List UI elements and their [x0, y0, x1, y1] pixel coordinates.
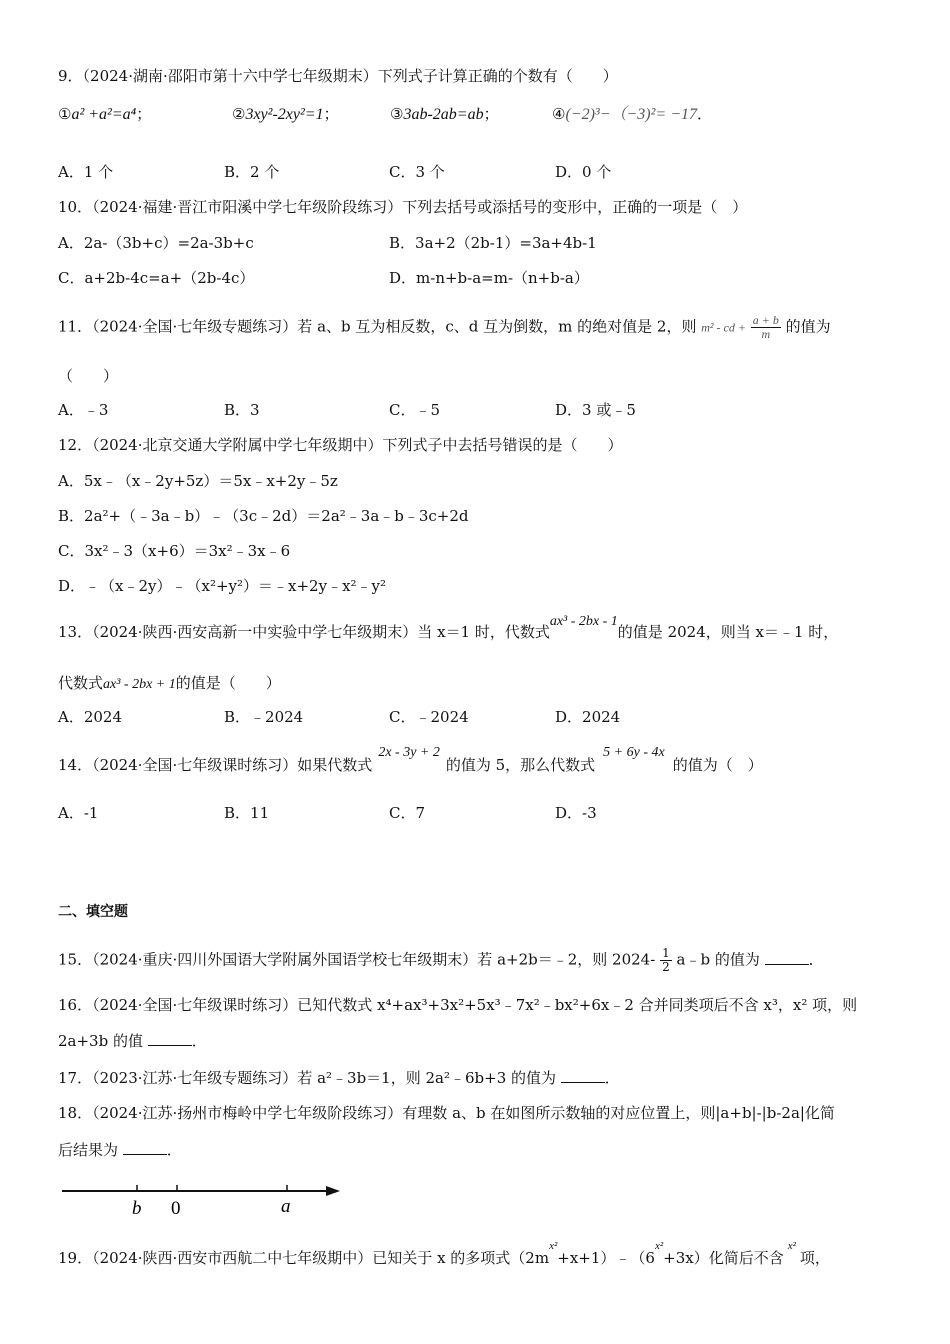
- q13-option-d: D．2024: [555, 708, 621, 726]
- q12-option-b: B．2a²+（﹣3a﹣b）﹣（3c﹣2d）＝2a²﹣3a﹣b﹣3c+2d: [58, 507, 469, 525]
- q11-option-c: C．﹣5: [389, 401, 441, 419]
- label-a: a: [281, 1196, 291, 1216]
- q16-answer-blank[interactable]: [148, 1031, 192, 1046]
- q18-line2: 后结果为 ．: [58, 1141, 182, 1159]
- q10-option-c: C．a+2b-4c=a+（2b-4c）: [58, 269, 255, 287]
- number-line: [60, 1176, 350, 1216]
- q14-option-b: B．11: [224, 804, 270, 822]
- q12-option-a: A．5x﹣（x﹣2y+5z）＝5x﹣x+2y﹣5z: [58, 472, 338, 490]
- q9-option-a: A．1 个: [58, 163, 114, 181]
- q9-stem: 9．（2024·湖南·邵阳市第十六中学七年级期末）下列式子计算正确的个数有（ ）: [58, 67, 618, 85]
- q10-stem: 10．（2024·福建·晋江市阳溪中学七年级阶段练习）下列去括号或添括号的变形中，正确的一项是（ ）: [58, 198, 748, 216]
- number-line-arrow: [326, 1186, 340, 1196]
- q10-option-a: A．2a-（3b+c）=2a-3b+c: [58, 234, 254, 252]
- q17-answer-blank[interactable]: [561, 1068, 605, 1083]
- q9-item-2: ②3xy²-2xy²=1；: [232, 105, 339, 123]
- q14-stem: 14．（2024·全国·七年级课时练习）如果代数式2x - 3y + 2的值为 5，那么代数式5 + 6y - 4x的值为（ ）: [58, 745, 763, 774]
- q11-option-b: B．3: [224, 401, 260, 419]
- q15-stem: 15．（2024·重庆·四川外国语大学附属外国语学校七年级期末）若 a+2b＝﹣2，则 2024- $\frac{1}{2}$ a﹣b 的值为 ．: [58, 946, 824, 974]
- q12-stem: 12．（2024·北京交通大学附属中学七年级期中）下列式子中去括号错误的是（ ）: [58, 436, 623, 454]
- q11-fraction: $\frac{a + b}{m}$: [752, 313, 779, 341]
- q11-stem: 11．（2024·全国·七年级专题练习）若 a、b 互为相反数，c、d 互为倒数，m 的绝对值是 2，则 m² - cd + $\frac{a + b}{m}$ 的值为: [58, 313, 831, 341]
- q19-stem: 19．（2024·陕西·西安市西航二中七年级期中）已知关于 x 的多项式$(2m^{x^2}+x+1)﹣(6^{x^2}+3x)$化简后不含$^{x^2}$项，: [58, 1240, 830, 1267]
- q12-option-c: C．3x²﹣3（x+6）＝3x²﹣3x﹣6: [58, 542, 291, 560]
- q9-item-4: ④(−2)³−（−3)²= −17．: [552, 105, 713, 123]
- q13-line2: 代数式ax³ - 2bx + 1的值是（ ）: [58, 674, 281, 692]
- q16-line2: 2a+3b 的值 ．: [58, 1032, 207, 1050]
- section-title: 二、填空题: [58, 904, 128, 920]
- q14-option-a: A．-1: [58, 804, 99, 822]
- label-zero: 0: [171, 1198, 181, 1216]
- q11-option-a: A．﹣3: [58, 401, 109, 419]
- q9-option-c: C．3 个: [389, 163, 445, 181]
- q14-option-d: D．-3: [555, 804, 597, 822]
- q9-option-b: B．2 个: [224, 163, 280, 181]
- q15-answer-blank[interactable]: [765, 950, 809, 965]
- q15-fraction: $\frac{1}{2}$: [662, 946, 670, 974]
- q18-line1: 18．（2024·江苏·扬州市梅岭中学七年级阶段练习）有理数 a、b 在如图所示数轴的对应位置上，则|a+b|-|b-2a|化简: [58, 1104, 835, 1122]
- q11-option-d: D．3 或﹣5: [555, 401, 636, 419]
- q18-answer-blank[interactable]: [123, 1140, 167, 1155]
- q13-option-c: C．﹣2024: [389, 708, 469, 726]
- label-b: b: [132, 1198, 142, 1216]
- q9-item-3: ③3ab-2ab=ab；: [390, 105, 499, 123]
- q10-option-b: B．3a+2（2b-1）=3a+4b-1: [389, 234, 597, 252]
- q13-stem: 13．（2024·陕西·西安高新一中实验中学七年级期末）当 x＝1 时，代数式ax³ - 2bx - 1的值是 2024，则当 x＝﹣1 时，: [58, 614, 839, 641]
- q17-stem: 17．（2023·江苏·七年级专题练习）若 a²﹣3b＝1，则 2a²﹣6b+3 的值为 ．: [58, 1069, 620, 1087]
- q12-option-d: D．﹣（x﹣2y）﹣（x²+y²）＝﹣x+2y﹣x²﹣y²: [58, 577, 387, 595]
- q13-option-a: A．2024: [58, 708, 123, 726]
- q16-line1: 16．（2024·全国·七年级课时练习）已知代数式 x⁴+ax³+3x²+5x³﹣7x²﹣bx²+6x﹣2 合并同类项后不含 x³，x² 项，则: [58, 996, 858, 1014]
- q10-option-d: D．m-n+b-a=m-（n+b-a）: [389, 269, 589, 287]
- q11-paren: （ ）: [58, 367, 119, 385]
- q13-option-b: B．﹣2024: [224, 708, 304, 726]
- q9-item-1: ①a² +a²=a⁴；: [58, 105, 152, 123]
- q14-option-c: C．7: [389, 804, 426, 822]
- q9-option-d: D．0 个: [555, 163, 612, 181]
